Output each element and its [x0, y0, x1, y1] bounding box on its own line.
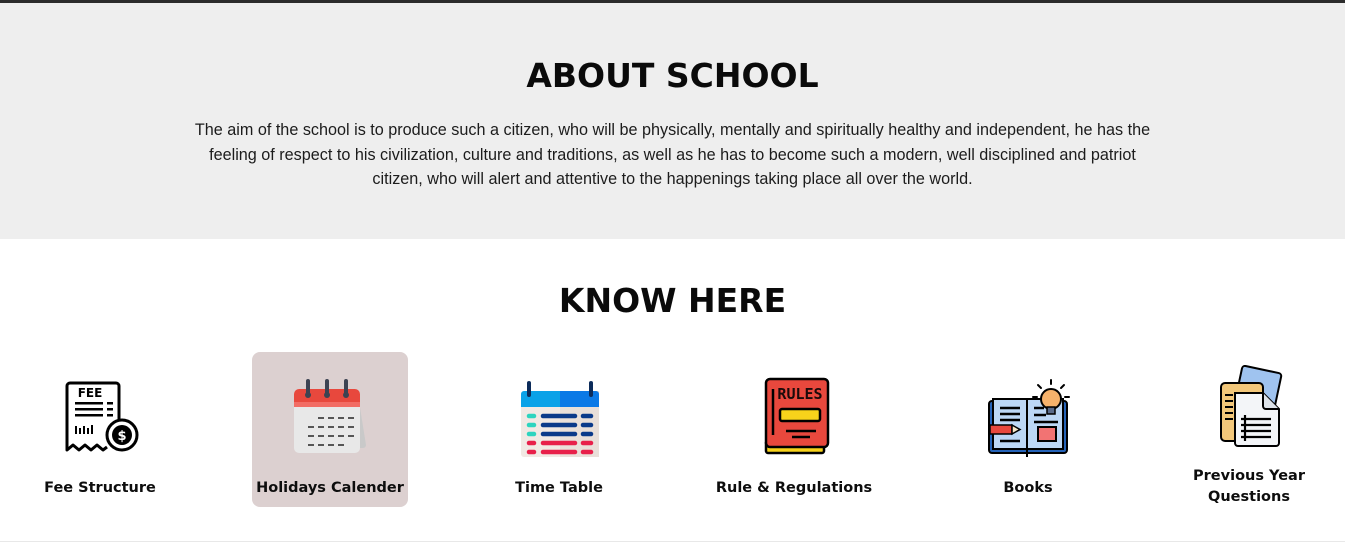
svg-text:$: $ [117, 429, 127, 444]
rules-book-icon [749, 372, 839, 462]
card-label: Holidays Calender [256, 480, 404, 496]
about-description: The aim of the school is to produce such a citizen, who will be physically, mentally and spiritually healthy and independent, he has the feeling of respect to his civilization, culture and traditions, as well as he has to become such a modern, well disciplined and patriot citizen, who will alert and attentive to the happenings taking place all over the world. [194, 121, 1151, 188]
card-previous-year-questions[interactable] [1171, 352, 1327, 507]
card-label: Rule & Regulations [715, 480, 873, 496]
fee-receipt-icon [55, 372, 145, 462]
open-book-icon [983, 372, 1073, 462]
know-here-section [0, 239, 1345, 542]
calendar-icon [285, 372, 375, 462]
card-label: Time Table [515, 480, 603, 496]
card-holidays-calender[interactable] [252, 352, 408, 507]
know-here-title: KNOW HERE [558, 281, 787, 320]
card-label: Fee Structure [44, 480, 156, 496]
card-books[interactable] [950, 352, 1106, 507]
card-fee-structure[interactable] [22, 352, 178, 507]
svg-text:RULES: RULES [777, 385, 823, 403]
svg-text:FEE: FEE [77, 386, 103, 400]
card-label: Books [1003, 480, 1053, 496]
card-time-table[interactable] [481, 352, 637, 507]
about-title: ABOUT SCHOOL [526, 56, 819, 95]
card-rule-regulations[interactable] [716, 352, 872, 507]
card-label: Previous Year Questions [1193, 468, 1305, 505]
about-section [0, 3, 1345, 239]
timetable-icon [514, 372, 604, 462]
documents-icon [1204, 362, 1294, 452]
